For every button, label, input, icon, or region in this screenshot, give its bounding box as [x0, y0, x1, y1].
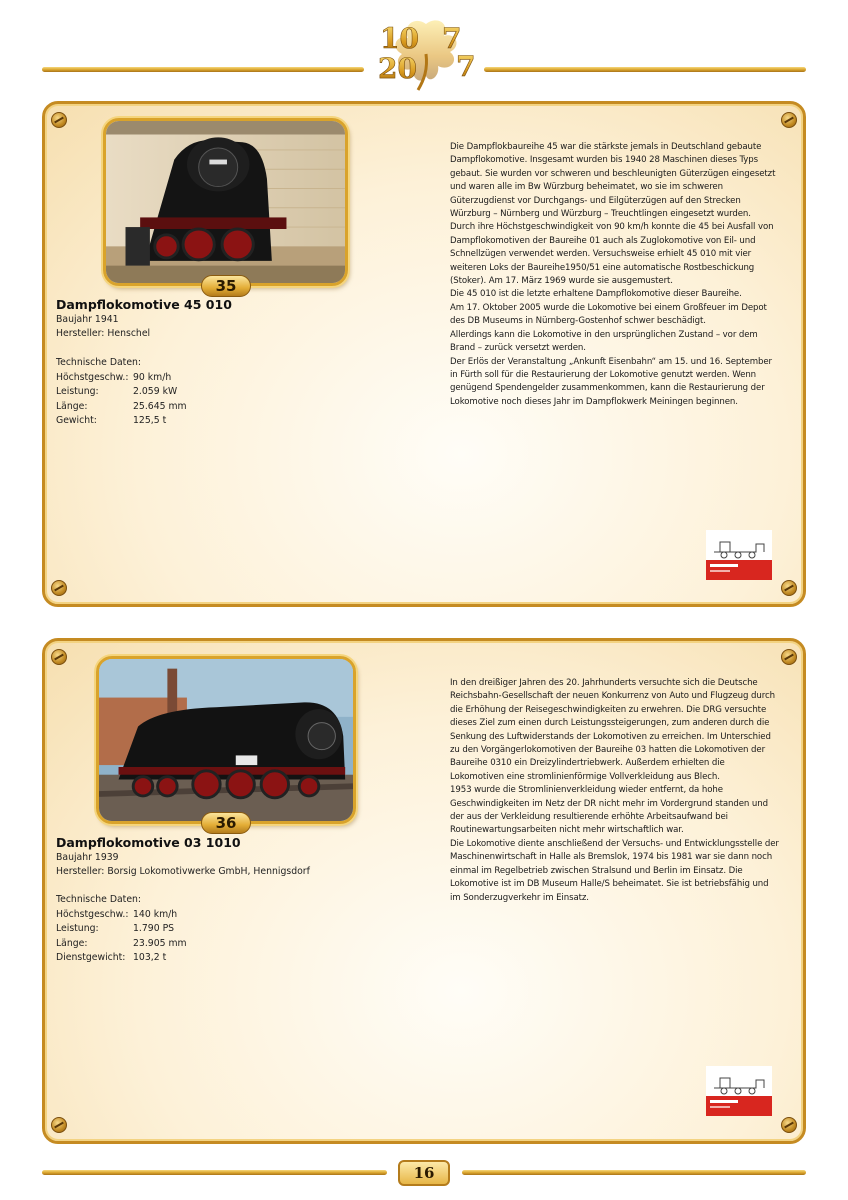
paragraph: In den dreißiger Jahren des 20. Jahrhunderts versuchte sich die Deutsche Reichsbahn-Gesellschaft der neuen Konkurrenz von Auto und Flugzeug durch die Erhöhung der Reisegeschwindigkeiten zu erwehren. Die DRG versuchte dieses Ziel zum einen durch Leistungssteigerungen, zum anderen durch die Senkung des Luftwiderstands der Lokomotiven zu erreichen. Im Unterschied zu den Vorgängerlokomotiven der Baureihe 03 hatten die Lokomotiven der Baureihe 0310 ein Dreizylindertriebwerk. Außerdem erhielten die Lokomotiven eine stromlinienförmige Vollverkleidung aus Blech. [450, 678, 775, 782]
screw-icon [781, 580, 797, 596]
manufacturer: Hersteller: Borsig Lokomotivwerke GmbH, Hennigsdorf [56, 866, 310, 877]
anniversary-logo [370, 14, 482, 92]
tech-value: 125,5 t [133, 415, 167, 426]
tech-value: 23.905 mm [133, 937, 187, 949]
technical-data [56, 356, 187, 429]
entry-description [450, 677, 780, 905]
screw-icon [781, 1117, 797, 1133]
tech-value: 140 km/h [133, 908, 178, 920]
tech-key: Leistung: [56, 923, 99, 934]
tech-key: Höchstgeschw.: [56, 908, 129, 920]
tech-row [56, 951, 187, 966]
screw-icon [51, 649, 67, 665]
tech-key: Länge: [56, 400, 88, 412]
entry-meta [56, 851, 310, 879]
page-number: 16 [398, 1160, 450, 1186]
svg-text:7: 7 [442, 22, 462, 55]
tech-value: 103,2 t [133, 952, 167, 963]
tech-key: Dienstgewicht: [56, 952, 126, 963]
technical-data [56, 893, 187, 966]
paragraph: Durch ihre Höchstgeschwindigkeit von 90 km/h konnte die 45 bei Ausfall von Dampflokomotiven der Baureihe 01 auch als Zuglokomotive von Eil- und Schnellzügen verwendet werden. Versuchsweise erhielt 45 010 mit vier weiteren Loks der Baureihe1950/51 eine automatische Rostbeschickung (Stoker). Am 17. März 1969 wurde sie ausgemustert. [450, 222, 774, 287]
manufacturer: Hersteller: Henschel [56, 328, 151, 339]
paragraph: Die Lokomotive diente anschließend der Versuchs- und Entwicklungsstelle der Maschinenwirtschaft in Halle als Bremslok, 1974 bis 1981 war sie dann noch einmal im Regelbetrieb zwischen Stralsund und Berlin im Einsatz. Die Lokomotive ist im DB Museum Halle/S beheimatet. Sie ist betriebsfähig und im Sonderzugverkehr im Einsatz. [450, 838, 779, 903]
tech-row [56, 922, 187, 937]
tech-key: Höchstgeschw.: [56, 371, 129, 383]
screw-icon [51, 580, 67, 596]
entry-number-badge: 35 [201, 275, 251, 297]
screw-icon [51, 1117, 67, 1133]
tech-heading: Technische Daten: [56, 357, 142, 368]
tech-row [56, 908, 187, 923]
header-rule-right [484, 67, 806, 72]
entry-number-badge: 36 [201, 812, 251, 834]
screw-icon [781, 649, 797, 665]
paragraph: Allerdings kann die Lokomotive in den ursprünglichen Zustand – vor dem Brand – zurück versetzt werden. [450, 329, 758, 354]
build-year: Baujahr 1941 [56, 314, 119, 325]
tech-value: 90 km/h [133, 371, 172, 383]
entry-meta [56, 313, 150, 341]
paragraph: Die Dampflokbaureihe 45 war die stärkste jemals in Deutschland gebaute Dampflokomotive. Insgesamt wurden bis 1940 28 Maschinen dieses Typs gebaut. Sie wurden vor schweren und beschleunigten Güterzügen eingesetzt und waren alle im Bw Würzburg beheimatet, wo sie im schweren Güterzugdienst vor Durchgangs- und Eilgüterzügen auf den Strecken Würzburg – Nürnberg und Würzburg – Treuchtlingen eingesetzt wurden. [450, 142, 776, 220]
db-museum-logo [706, 530, 772, 580]
paragraph: 1953 wurde die Stromlinienverkleidung wieder entfernt, da hohe Geschwindigkeiten im Netz der DR nicht mehr im Vordergrund standen und der aus der Verkleidung resultierende erhöhte Arbeitsaufwand bei Routinewartungsarbeiten nicht mehr wirtschaftlich war. [450, 785, 768, 836]
header-rule-left [42, 67, 364, 72]
tech-value: 1.790 PS [133, 923, 175, 934]
db-museum-logo [706, 1066, 772, 1116]
tech-heading: Technische Daten: [56, 894, 142, 905]
tech-value: 2.059 kW [133, 386, 178, 397]
tech-row [56, 400, 187, 415]
paragraph: Der Erlös der Veranstaltung „Ankunft Eisenbahn“ am 15. und 16. September in Fürth soll für die Restaurierung der Lokomotive genutzt werden. Wenn genügend Spendengelder zusammenkommen, kann die Restaurierung der Lokomotive noch dieses Jahr im Dampflokwerk Meiningen beginnen. [450, 356, 772, 407]
entry-title: Dampflokomotive 45 010 [56, 297, 232, 312]
tech-key: Leistung: [56, 386, 99, 397]
entry-title: Dampflokomotive 03 1010 [56, 835, 241, 850]
tech-row [56, 385, 187, 400]
tech-key: Gewicht: [56, 415, 97, 426]
svg-text:20: 20 [378, 52, 417, 85]
build-year: Baujahr 1939 [56, 852, 119, 863]
locomotive-photo-45010 [103, 118, 348, 286]
svg-text:10: 10 [380, 22, 419, 55]
tech-value: 25.645 mm [133, 400, 187, 412]
footer-rule-left [42, 1170, 387, 1175]
tech-key: Länge: [56, 937, 88, 949]
screw-icon [781, 112, 797, 128]
tech-row [56, 414, 187, 429]
screw-icon [51, 112, 67, 128]
footer-rule-right [462, 1170, 806, 1175]
tech-row [56, 937, 187, 952]
locomotive-photo-031010 [96, 656, 356, 824]
entry-description [450, 141, 780, 409]
svg-text:7: 7 [456, 50, 476, 83]
paragraph: Die 45 010 ist die letzte erhaltene Dampflokomotive dieser Baureihe. [450, 289, 742, 300]
paragraph: Am 17. Oktober 2005 wurde die Lokomotive bei einem Großfeuer im Depot des DB Museums in Nürnberg-Gostenhof schwer beschädigt. [450, 302, 767, 327]
tech-row [56, 371, 187, 386]
